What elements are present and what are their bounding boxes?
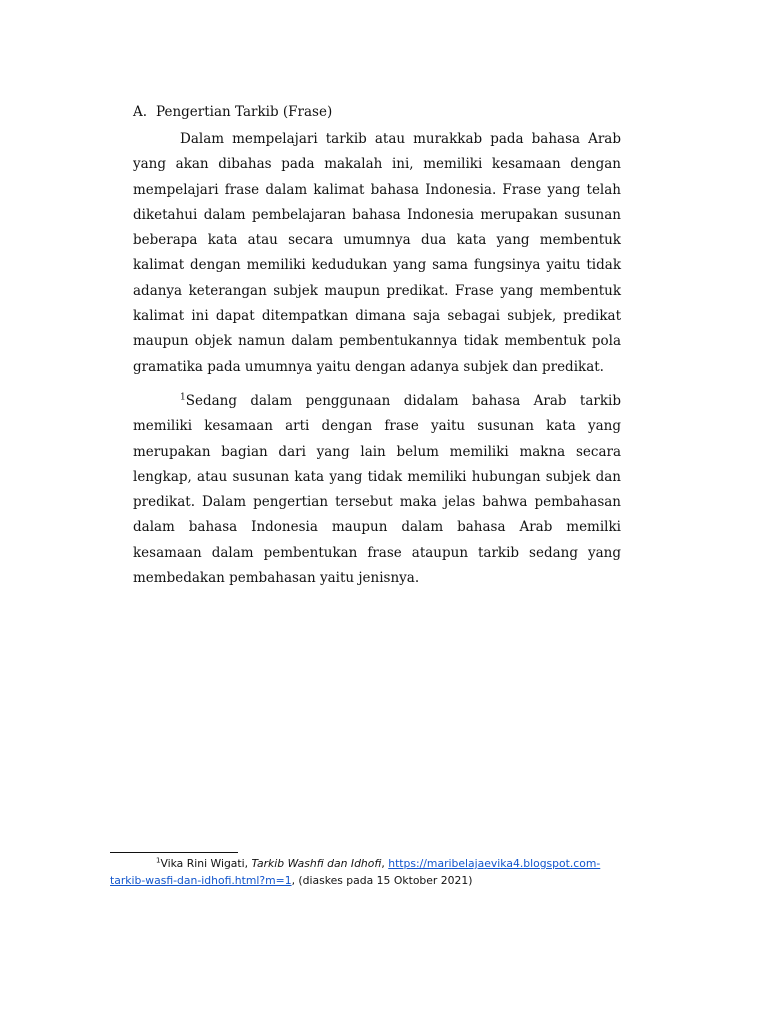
paragraph-1-text: Dalam mempelajari tarkib atau murakkab pada bahasa Arab yang akan dibahas pada makalah ini, memiliki kesamaan dengan mempelajari frase dalam kalimat bahasa Indonesia. Frase yang telah diketahui dalam pembelajaran bahasa Indonesia merupakan susunan beberapa kata atau secara umumnya dua kata yang membentuk kalimat dengan memiliki kedudukan yang sama fungsinya yaitu tidak adanya keterangan subjek maupun predikat. Frase yang membentuk kalimat ini dapat ditempatkan dimana saja sebagai subjek, predikat maupun objek namun dalam pembentukannya tidak membentuk pola gramatika pada umumnya yaitu dengan adanya subjek dan predikat. xyxy=(133,131,621,375)
footnote-number: 1 xyxy=(156,856,161,865)
footnote-separator-text: , xyxy=(381,857,389,870)
paragraph-2-text: Sedang dalam penggunaan didalam bahasa Arab tarkib memiliki kesamaan arti dengan frase yaitu susunan kata yang merupakan bagian dari yang lain belum memiliki makna secara lengkap, atau susunan kata yang tidak memiliki hubungan subjek dan predikat. Dalam pengertian tersebut maka jelas bahwa pembahasan dalam bahasa Indonesia maupun dalam bahasa Arab memilki kesamaan dalam pembentukan frase ataupun tarkib sedang yang membedakan pembahasan yaitu jenisnya. xyxy=(133,393,621,587)
section-title: Pengertian Tarkib (Frase) xyxy=(156,104,333,120)
footnote-link[interactable]: https://maribelajaevika4.blogspot.com-tarkib-wasfi-dan-idhofi.html?m=1 xyxy=(110,857,601,887)
footnote-separator xyxy=(110,852,238,853)
footnote-author: Vika Rini Wigati, xyxy=(160,857,252,870)
section-marker: A. xyxy=(133,104,148,120)
paragraph-2 xyxy=(133,389,621,591)
footnote-reference: 1 xyxy=(180,392,186,403)
footnote xyxy=(110,855,610,889)
paragraph-1 xyxy=(133,127,621,380)
section-heading xyxy=(133,103,332,121)
footnote-title: Tarkib Washfi dan Idhofi xyxy=(251,857,382,870)
footnote-suffix: , (diaskes pada 15 Oktober 2021) xyxy=(291,874,473,887)
